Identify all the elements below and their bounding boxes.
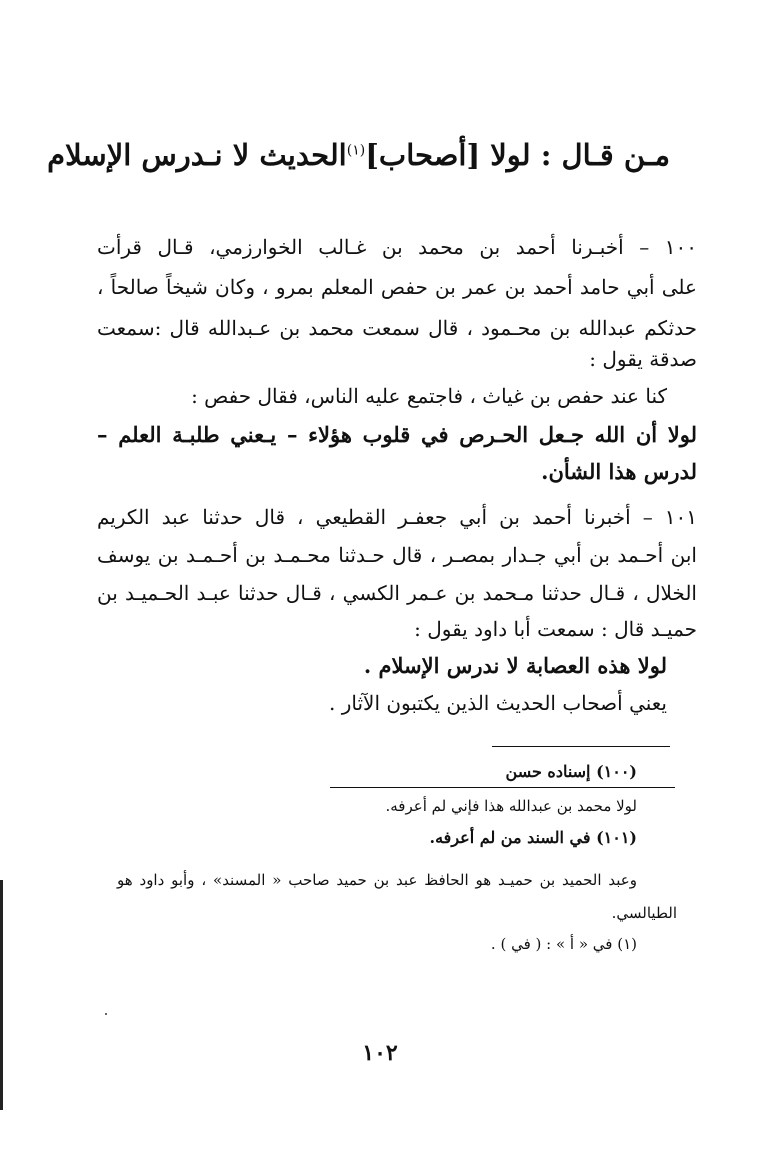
- chapter-heading: [47, 138, 670, 172]
- hadith-101-explanation: يعني أصحاب الحديث الذين يكتبون الآثار .: [329, 691, 667, 715]
- hadith-101-line-2: ابن أحـمد بن أبي جـدار بمصـر ، قال حـدثنا محـمـد بن أحـمـد بن يوسف: [97, 543, 697, 567]
- footnote-underline: [330, 787, 675, 788]
- hadith-100-line-2: على أبي حامد أحمد بن عمر بن حفص المعلم بمرو ، وكان شيخاً صالحاً ،: [97, 275, 697, 299]
- footnote-101-heading: (١٠١) في السند من لم أعرفه.: [429, 828, 637, 847]
- scan-speck: [105, 1013, 107, 1015]
- footnote-separator: [492, 746, 670, 747]
- chapter-title-part-1: مـن قـال : لولا [أصحاب]: [365, 138, 670, 172]
- hadith-101-line-3: الخلال ، قـال حدثنا مـحمد بن عـمر الكسي ، قـال حدثنا عبـد الحـميـد بن: [97, 581, 697, 605]
- footnote-reference: (١): [346, 142, 366, 159]
- page-number: ١٠٢: [362, 1040, 398, 1066]
- footnote-100-text: لولا محمد بن عبدالله هذا فإني لم أعرفه.: [385, 797, 637, 815]
- hadith-100-line-4: صدقة يقول :: [589, 347, 697, 371]
- chapter-title-part-2: الحديث لا نـدرس الإسلام: [47, 138, 347, 172]
- footnote-101-text-line-2: الطيالسي.: [611, 904, 677, 922]
- hadith-100-quote-line-2: لدرس هذا الشأن.: [541, 459, 697, 484]
- footnote-100-heading: (١٠٠) إسناده حسن: [505, 762, 637, 781]
- hadith-100-line-3: حدثكم عبدالله بن محـمود ، قال سمعت محمد بن عـبدالله قال :سمعت: [97, 316, 697, 340]
- footnote-1-text: (١) في « أ » : ( في ) .: [490, 935, 637, 953]
- footnote-101-text-line-1: وعبد الحميد بن حميـد هو الحافظ عبد بن حميد صاحب « المسند» ، وأبو داود هو: [117, 871, 637, 889]
- hadith-101-line-4: حميـد قال : سمعت أبا داود يقول :: [414, 617, 697, 641]
- hadith-101-quote: لولا هذه العصابة لا ندرس الإسلام .: [363, 653, 667, 678]
- hadith-100-quote-line-1: لولا أن الله جـعل الحـرص في قلوب هؤلاء – يـعني طلبـة العلم –: [97, 422, 697, 447]
- hadith-100-line-5: كنا عند حفص بن غياث ، فاجتمع عليه الناس، فقال حفص :: [191, 384, 667, 408]
- scan-edge-mark: [0, 880, 3, 1110]
- hadith-100-line-1: ١٠٠ – أخبـرنا أحمد بن محمد بن غـالب الخوارزمي، قـال قرأت: [97, 235, 697, 259]
- hadith-101-line-1: ١٠١ – أخبرنا أحمد بن أبي جعفـر القطيعي ، قال حدثنا عبد الكريم: [97, 505, 697, 529]
